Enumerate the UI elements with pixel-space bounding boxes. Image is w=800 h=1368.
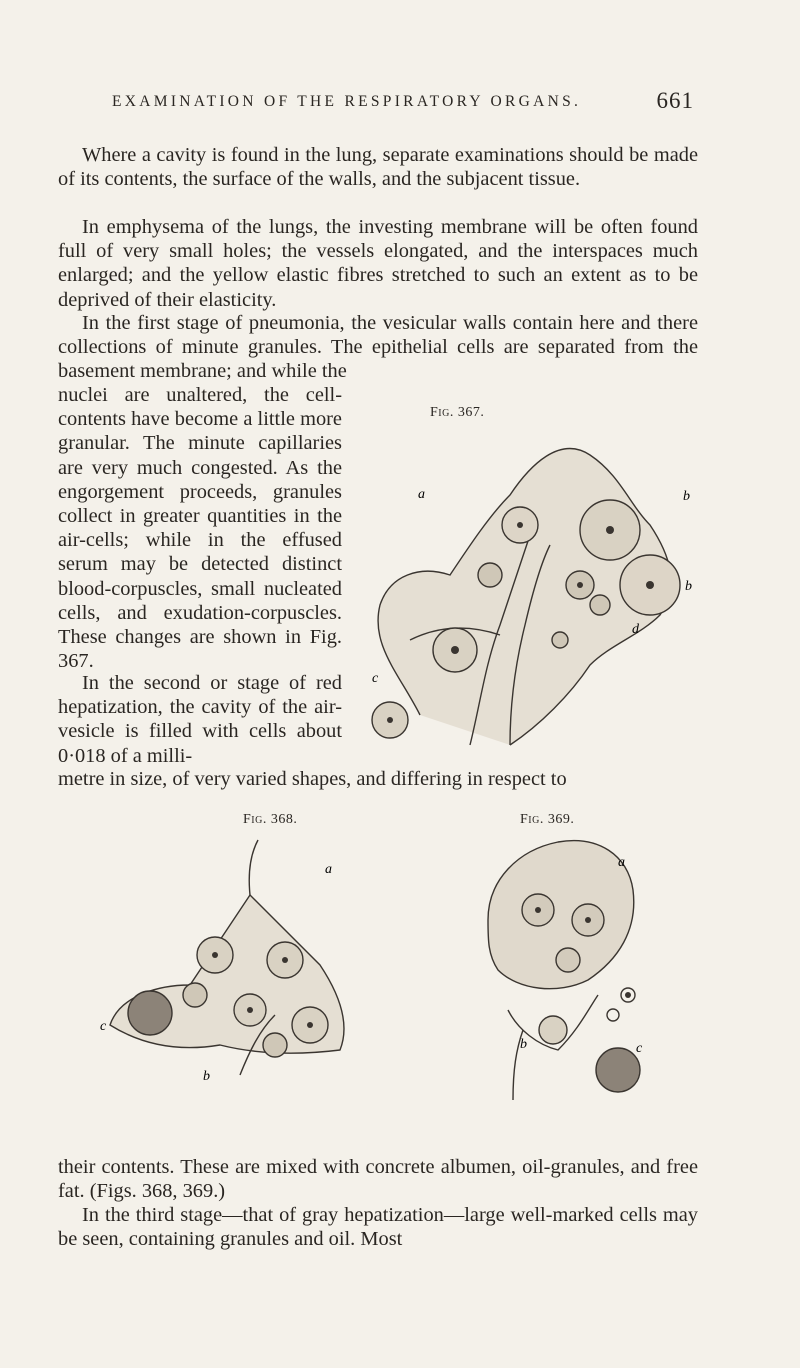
paragraph-1-text: Where a cavity is found in the lung, separate examinations should be made of its contents, the surface of the walls, and the subjacent tissue. xyxy=(58,144,698,191)
paragraph-1 xyxy=(58,143,698,191)
running-head: EXAMINATION OF THE RESPIRATORY ORGANS. xyxy=(112,93,582,110)
fig-367-label-a: a xyxy=(418,487,425,502)
paragraph-3a-text: In the first stage of pneumonia, the vesicular walls contain here and there collections of minute granules. The epithelial cells are separated from the basement membrane; and while the xyxy=(58,312,698,383)
fig-367-label-c: c xyxy=(372,671,379,686)
fig-367-label-b1: b xyxy=(683,489,690,504)
fig-369-label-b: b xyxy=(520,1037,527,1052)
fig-368-label-a: a xyxy=(325,862,332,877)
paragraph-3b-text: nuclei are unaltered, the cell-contents have become a little more granular. The minute capillaries are very much congested. As the engorgement proceeds, granules collect in greater quantities in the air-cells; while in the effused serum may be detected distinct blood-corpuscles, small nucleated cells, and exudation-corpuscles. These changes are shown in Fig. 367. xyxy=(58,384,342,673)
paragraph-4b xyxy=(58,767,698,791)
paragraph-2-text: In emphysema of the lungs, the investing membrane will be often found full of very small holes; the vessels elongated, and the interspaces much enlarged; and the yellow elastic fibres stretched to such an extent as to be deprived of their elasticity. xyxy=(58,216,698,311)
fig-369-caption: Fig. 369. xyxy=(520,812,575,827)
fig-369-illustration xyxy=(478,830,678,1110)
paragraph-4a-text: In the second or stage of red hepatization, the cavity of the air-vesicle is filled with cells about 0·018 of a milli- xyxy=(58,672,342,767)
fig-368-caption: Fig. 368. xyxy=(243,812,298,827)
fig-367-illustration xyxy=(360,425,700,760)
paragraph-6 xyxy=(58,1203,698,1251)
page-number: 661 xyxy=(656,88,694,113)
paragraph-5-text: their contents. These are mixed with concrete albumen, oil-granules, and free fat. (Figs. 368, 369.) xyxy=(58,1156,698,1203)
paragraph-4a xyxy=(58,671,342,768)
paragraph-3a xyxy=(58,311,698,384)
paragraph-3b xyxy=(58,383,342,673)
paragraph-4b-text: metre in size, of very varied shapes, and differing in respect to xyxy=(58,768,567,790)
paragraph-6-text: In the third stage—that of gray hepatization—large well-marked cells may be seen, containing granules and oil. Most xyxy=(58,1204,698,1251)
fig-367-caption: Fig. 367. xyxy=(430,405,485,420)
paragraph-5 xyxy=(58,1155,698,1203)
fig-367-label-b2: b xyxy=(685,579,692,594)
fig-367-label-d: d xyxy=(632,622,639,637)
fig-368-label-c: c xyxy=(100,1019,107,1034)
fig-369-label-a: a xyxy=(618,855,625,870)
paragraph-2 xyxy=(58,215,698,312)
fig-369-label-c: c xyxy=(636,1041,643,1056)
fig-368-illustration xyxy=(100,835,360,1085)
fig-368-label-b: b xyxy=(203,1069,210,1084)
